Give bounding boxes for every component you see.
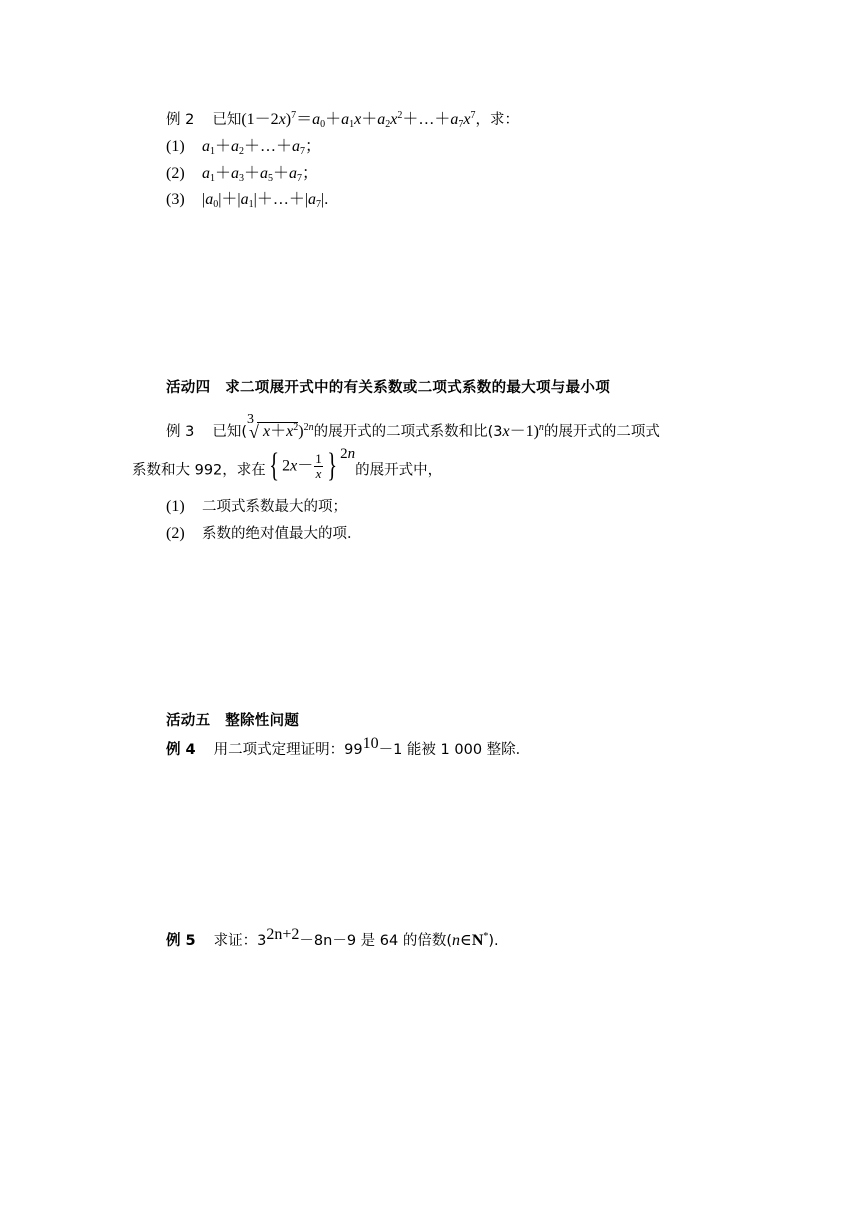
example-2-equation: $(1-2x)^7=a_0+a_1x+a_2x^2+\dots+a_7x^7$ (241, 110, 476, 130)
example-5-text-end: ). (488, 933, 499, 949)
example-5-exponent: 2n+2 (266, 926, 300, 943)
item-formula: $a_1+a_2+\dots+a_7$； (202, 138, 322, 157)
example-4-statement (166, 735, 531, 760)
example-4-label: 例 4 (166, 742, 196, 758)
example-3-item-1 (166, 496, 347, 517)
binomial-expression: { 2x－ $\frac{1}{x}$ } 2n (269, 446, 356, 485)
example-3-text-1: 的展开式的二项式系数和比(3 (313, 424, 503, 440)
example-3-text-2: 的展开式的二项式 (543, 424, 660, 440)
example-5-condition: n∈N* (451, 931, 489, 949)
item-number: (2) (166, 165, 185, 182)
example-3-text-4: 的展开式中， (355, 462, 443, 479)
example-2-statement (166, 109, 519, 130)
activity-5-heading: 活动五 整除性问题 (166, 713, 300, 729)
example-2-intro: 已知 (212, 112, 242, 128)
activity-4-heading: 活动四 求二项展开式中的有关系数或二项式系数的最大项与最小项 (166, 380, 610, 396)
example-4-exponent: 10 (362, 735, 379, 752)
example-5-text-mid: －8n－9 是 64 的倍数( (299, 933, 452, 949)
item-text: 二项式系数最大的项； (202, 499, 347, 515)
example-3-label: 例 3 (166, 424, 195, 440)
item-number: (1) (166, 138, 185, 155)
cube-root-expression: 3 √ $x+x^2$ (247, 412, 299, 442)
item-formula: $|a_0|+|a_1|+\dots+|a_7|$. (202, 191, 329, 210)
example-3-intro: 已知( (212, 424, 248, 440)
example-2-tail: ，求： (475, 112, 520, 128)
example-5-label: 例 5 (166, 933, 196, 949)
example-2-item-2 (166, 163, 318, 184)
example-2-label: 例 2 (166, 112, 195, 128)
item-text: 系数的绝对值最大的项． (202, 526, 362, 542)
example-3-line-2 (132, 446, 443, 485)
example-3-line-1: 例 3 已知( 3 √ $x+x^2)^{2n}$的展开式的二项式系数和比$(3x-1)^n$的展开式的二项式 (166, 412, 660, 442)
item-number: (2) (166, 525, 185, 542)
example-4-text-before: 用二项式定理证明：99 (213, 742, 363, 758)
example-3-text-3: 系数和大 992，求在 (132, 462, 266, 479)
example-5-text-before: 求证：3 (213, 933, 267, 949)
item-number: (3) (166, 191, 185, 208)
item-formula: $a_1+a_3+a_5+a_7$； (202, 165, 319, 184)
example-3-item-2 (166, 523, 362, 544)
example-5-statement (166, 926, 499, 951)
item-number: (1) (166, 498, 185, 515)
example-4-text-after: －1 能被 1 000 整除． (378, 742, 531, 758)
example-2-item-1 (166, 136, 321, 157)
example-2-item-3 (166, 189, 328, 210)
